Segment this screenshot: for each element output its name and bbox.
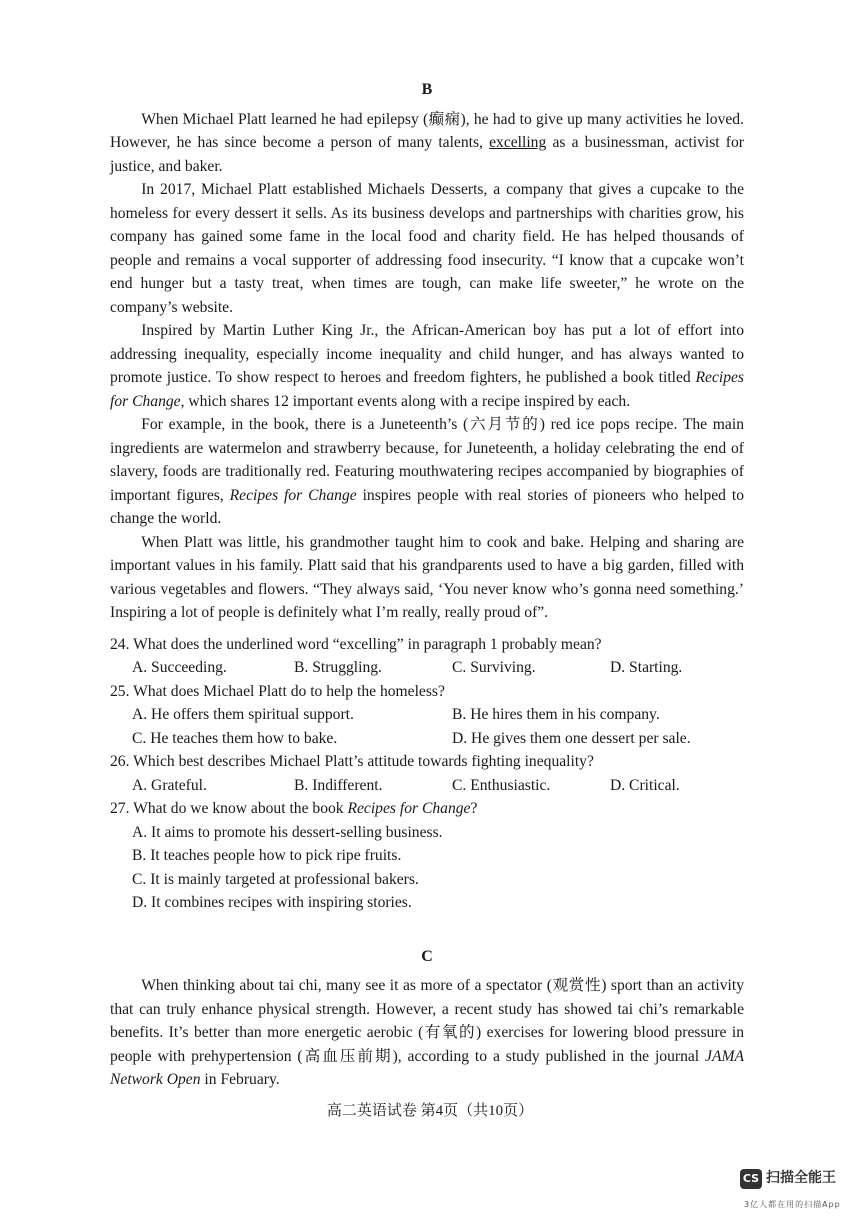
option-a: A. Grateful. <box>132 776 207 794</box>
question-stem: 26. Which best describes Michael Platt’s attitude towards fighting inequality? <box>110 753 594 770</box>
watermark-name: 扫描全能王 <box>766 1170 836 1186</box>
option-b: B. Indifferent. <box>294 776 383 794</box>
option-b: B. It teaches people how to pick ripe fruits. <box>132 847 402 864</box>
question-25 <box>110 680 744 751</box>
watermark-tagline: 3亿人都在用的扫描App <box>744 1200 841 1209</box>
option-a: A. He offers them spiritual support. <box>132 706 354 723</box>
option-d: D. He gives them one dessert per sale. <box>452 729 691 747</box>
option-a: A. It aims to promote his dessert-selling business. <box>132 823 443 841</box>
section-c-paragraph-1: When thinking about tai chi, many see it as more of a spectator (观赏性) sport than an activity that can truly enhance physical strength. However, a recent study has showed tai chi’s remarkable benefits. It’s better than more energetic aerobic (有氧的) exercises for lowering blood pressure in people with prehypertension (高血压前期), according to a study published in the journal JAMA Network Open in February. <box>110 977 744 1088</box>
camscanner-logo-icon: CS <box>740 1169 762 1189</box>
option-c: C. Surviving. <box>452 659 536 676</box>
options-row-1 <box>110 703 744 727</box>
option-c: C. It is mainly targeted at professional bakers. <box>132 870 419 888</box>
options <box>110 656 744 680</box>
underlined-word: excelling <box>489 134 547 151</box>
section-b-paragraph-3: Inspired by Martin Luther King Jr., the African-American boy has put a lot of effort into addressing inequality, especially income inequality and child hunger, and has always wanted to promote justice. To show respect to heroes and freedom fighters, he published a book titled Recipes for Change, which shares 12 important events along with a recipe inspired by each. <box>110 322 744 410</box>
journal-title: JAMA Network Open <box>110 1047 744 1088</box>
option-c: C. Enthusiastic. <box>452 776 551 794</box>
question-stem: 24. What does the underlined word “excelling” in paragraph 1 probably mean? <box>110 635 602 653</box>
book-title: Recipes for Change <box>347 800 471 817</box>
scanner-watermark <box>740 1167 836 1191</box>
options <box>110 774 744 798</box>
question-24 <box>110 633 744 680</box>
question-26 <box>110 750 744 797</box>
section-b-paragraph-2: In 2017, Michael Platt established Michaels Desserts, a company that gives a cupcake to the homeless for every dessert it sells. As its business develops and partnerships with charities grow, his company has gained some fame in the local food and charity field. He has helped thousands of people and remains a vocal supporter of addressing food insecurity. “I know that a cupcake won’t end hunger but a tasty treat, when times are tough, can make life sweeter,” he wrote on the company’s website. <box>110 181 744 316</box>
option-c: C. He teaches them how to bake. <box>132 729 338 747</box>
option-a: A. Succeeding. <box>132 659 227 676</box>
section-b-paragraph-5: When Platt was little, his grandmother taught him to cook and bake. Helping and sharing are important values in his family. Platt said that his grandparents used to have a big garden, filled with various vegetables and flowers. “They always said, ‘You never know who’s gonna need something.’ Inspiring a lot of people is definitely what I’m really, really proud of”. <box>110 533 744 621</box>
option-d: D. Starting. <box>610 659 683 676</box>
exam-page <box>110 78 744 1092</box>
question-stem: 25. What does Michael Platt do to help the homeless? <box>110 682 445 700</box>
book-title: Recipes for Change <box>110 369 744 410</box>
section-b-paragraph-1: When Michael Platt learned he had epilepsy (癫痫), he had to give up many activities he loved. However, he has since become a person of many talents, excelling as a businessman, activist for justice, and baker. <box>110 110 744 175</box>
book-title: Recipes for Change <box>229 486 357 504</box>
section-b-title: B <box>421 81 433 98</box>
options-row-2 <box>110 727 744 751</box>
page-footer: 高二英语试卷 第4页（共10页） <box>326 1103 534 1119</box>
question-stem: 27. What do we know about the book Recipes for Change? <box>110 800 478 817</box>
option-b: B. Struggling. <box>294 659 382 676</box>
question-27 <box>110 797 744 915</box>
section-c-title: C <box>421 947 433 965</box>
option-b: B. He hires them in his company. <box>452 706 660 723</box>
option-d: D. It combines recipes with inspiring stories. <box>132 894 412 911</box>
option-d: D. Critical. <box>610 776 680 794</box>
section-b-paragraph-4: For example, in the book, there is a Juneteenth’s (六月节的) red ice pops recipe. The main ingredients are watermelon and strawberry because, for Juneteenth, a holiday celebrating the end of slavery, foods are traditionally red. Featuring mouthwatering recipes accompanied by biographies of important figures, Recipes for Change inspires people with real stories of pioneers who helped to change the world. <box>110 416 744 527</box>
